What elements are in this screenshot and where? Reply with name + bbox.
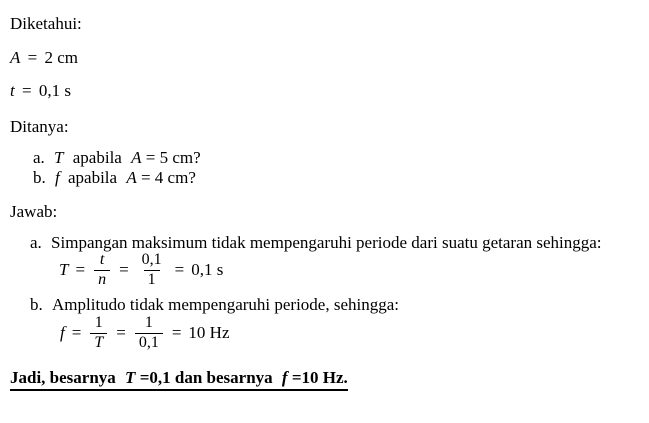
asked-condition-value-b: = 4 cm?	[140, 168, 196, 187]
fraction-denominator: n	[94, 270, 110, 289]
fraction-numerator: t	[99, 251, 105, 268]
equation-frequency	[58, 315, 232, 352]
known-label: Diketahui:	[10, 14, 82, 33]
equals-sign-2: =	[119, 260, 129, 280]
asked-text-a: apabila	[72, 148, 122, 167]
equals-sign-1: =	[71, 323, 82, 343]
fraction-denominator: T	[90, 333, 107, 352]
asked-item-b	[33, 168, 196, 188]
asked-variable-f: f	[55, 168, 60, 187]
known-item-time	[10, 82, 71, 99]
asked-text-b: apabila	[67, 168, 118, 187]
equation-result-period: 0,1 s	[191, 260, 224, 280]
asked-item-a	[33, 148, 201, 168]
asked-condition-value-a: = 5 cm?	[145, 148, 201, 167]
known-variable-A: A	[10, 48, 21, 67]
equation-period	[57, 252, 225, 289]
equals-sign-3: =	[174, 260, 185, 280]
answer-label: Jawab:	[10, 202, 58, 221]
equation-lhs-T: T	[59, 260, 69, 280]
answer-statement-b	[30, 295, 399, 315]
conclusion-prefix: Jadi, besarnya	[10, 368, 116, 387]
equals-sign: =	[21, 81, 32, 100]
equals-sign-3: =	[171, 323, 182, 343]
fraction-t-over-n	[94, 252, 110, 289]
conclusion-statement	[10, 368, 348, 391]
equals-sign-1: =	[75, 260, 86, 280]
conclusion-variable-T: T	[125, 368, 136, 387]
answer-statement-a	[30, 233, 602, 253]
asked-condition-variable-A: A	[131, 148, 142, 167]
fraction-denominator: 1	[144, 270, 160, 289]
equation-result-frequency: 10 Hz	[188, 323, 230, 343]
asked-variable-T: T	[54, 148, 64, 167]
answer-marker-b: b.	[30, 295, 43, 314]
known-item-amplitude	[10, 49, 78, 66]
fraction-numerator: 1	[94, 314, 103, 331]
answer-text-b: Amplitudo tidak mempengaruhi periode, sehingga:	[52, 295, 400, 314]
asked-label: Ditanya:	[10, 117, 69, 136]
conclusion-variable-f: f	[281, 368, 288, 387]
answer-marker-a: a.	[30, 233, 42, 252]
fraction-1-over-T	[90, 315, 107, 352]
fraction-1-over-01	[135, 315, 163, 352]
known-variable-t: t	[10, 81, 15, 100]
conclusion-value-T: =0,1 dan besarnya	[139, 368, 273, 387]
equals-sign-2: =	[116, 323, 126, 343]
equation-lhs-f: f	[60, 323, 65, 343]
equals-sign: =	[27, 48, 38, 67]
conclusion-value-f: =10 Hz.	[291, 368, 348, 387]
fraction-numerator: 0,1	[141, 251, 162, 268]
asked-condition-variable-A: A	[126, 168, 137, 187]
fraction-01-over-1	[138, 252, 166, 289]
fraction-denominator: 0,1	[135, 333, 163, 352]
fraction-numerator: 1	[144, 314, 153, 331]
answer-text-a: Simpangan maksimum tidak mempengaruhi periode dari suatu getaran sehingga:	[51, 233, 602, 252]
known-value-t: 0,1 s	[38, 81, 71, 100]
asked-marker-a: a.	[33, 148, 45, 167]
asked-marker-b: b.	[33, 168, 46, 187]
known-value-A: 2 cm	[44, 48, 79, 67]
